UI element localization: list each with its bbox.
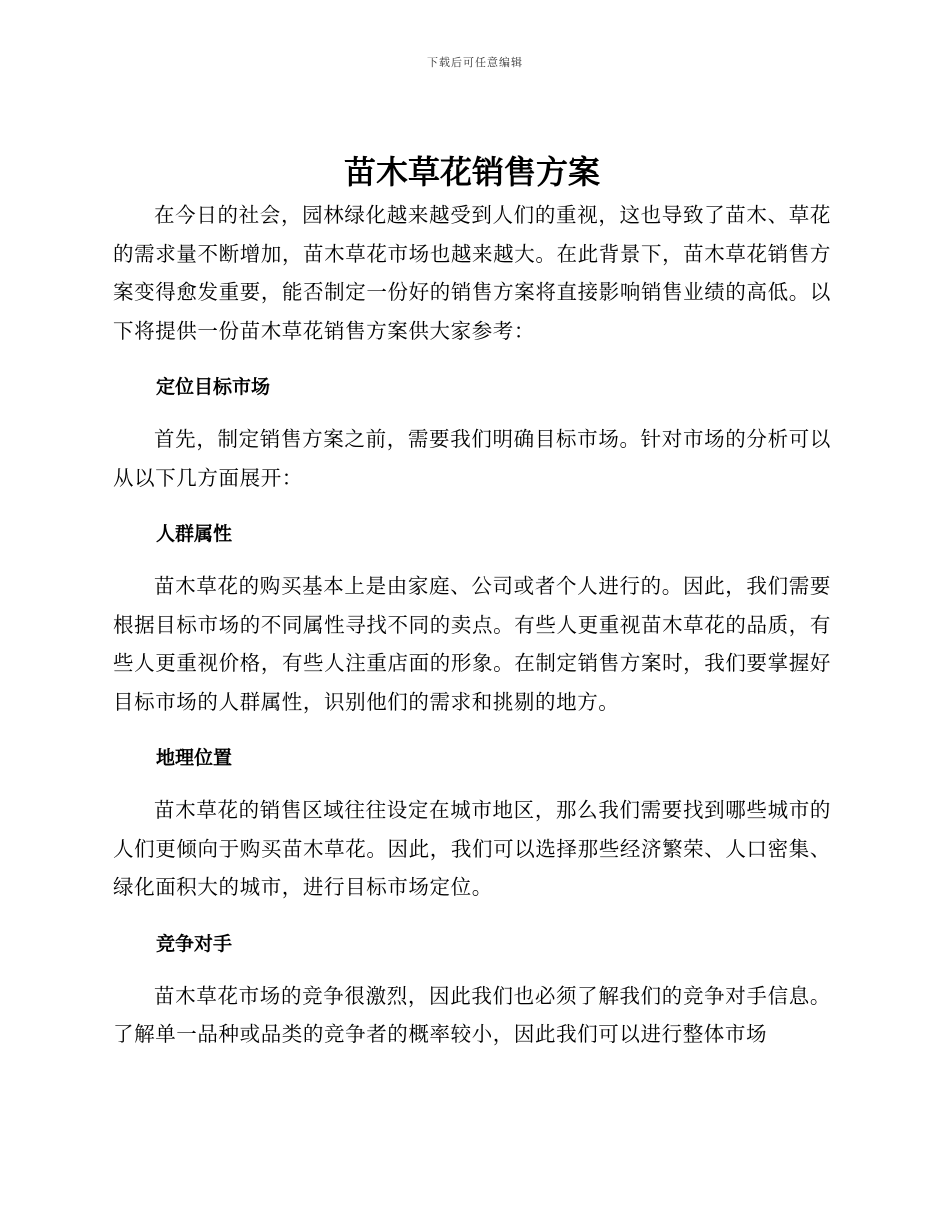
section-paragraph-demographics: 苗木草花的购买基本上是由家庭、公司或者个人进行的。因此，我们需要根据目标市场的不同属性寻找不同的卖点。有些人更重视苗木草花的品质，有些人更重视价格，有些人注重店面的形象。在制定销售方案时，我们要掌握好目标市场的人群属性，识别他们的需求和挑剔的地方。	[113, 574, 831, 714]
header-note: 下载后可任意编辑	[427, 56, 523, 69]
section-heading-location: 地理位置	[156, 747, 233, 769]
section-paragraph-target-market: 首先，制定销售方案之前，需要我们明确目标市场。针对市场的分析可以从以下几方面展开：	[113, 427, 831, 490]
section-heading-competitors: 竞争对手	[156, 932, 233, 955]
section-heading-demographics: 人群属性	[156, 523, 233, 545]
document-title: 苗木草花销售方案	[343, 153, 600, 191]
section-paragraph-competitors: 苗木草花市场的竞争很激烈，因此我们也必须了解我们的竞争对手信息。了解单一品种或品类的竞争者的概率较小，因此我们可以进行整体市场	[113, 983, 831, 1046]
intro-paragraph: 在今日的社会，园林绿化越来越受到人们的重视，这也导致了苗木、草花的需求量不断增加，苗木草花市场也越来越大。在此背景下，苗木草花销售方案变得愈发重要，能否制定一份好的销售方案将直接影响销售业绩的高低。以下将提供一份苗木草花销售方案供大家参考：	[113, 203, 831, 343]
section-paragraph-location: 苗木草花的销售区域往往设定在城市地区，那么我们需要找到哪些城市的人们更倾向于购买苗木草花。因此，我们可以选择那些经济繁荣、人口密集、绿化面积大的城市，进行目标市场定位。	[113, 798, 831, 899]
section-heading-target-market: 定位目标市场	[156, 376, 271, 398]
document-content	[113, 150, 831, 1054]
